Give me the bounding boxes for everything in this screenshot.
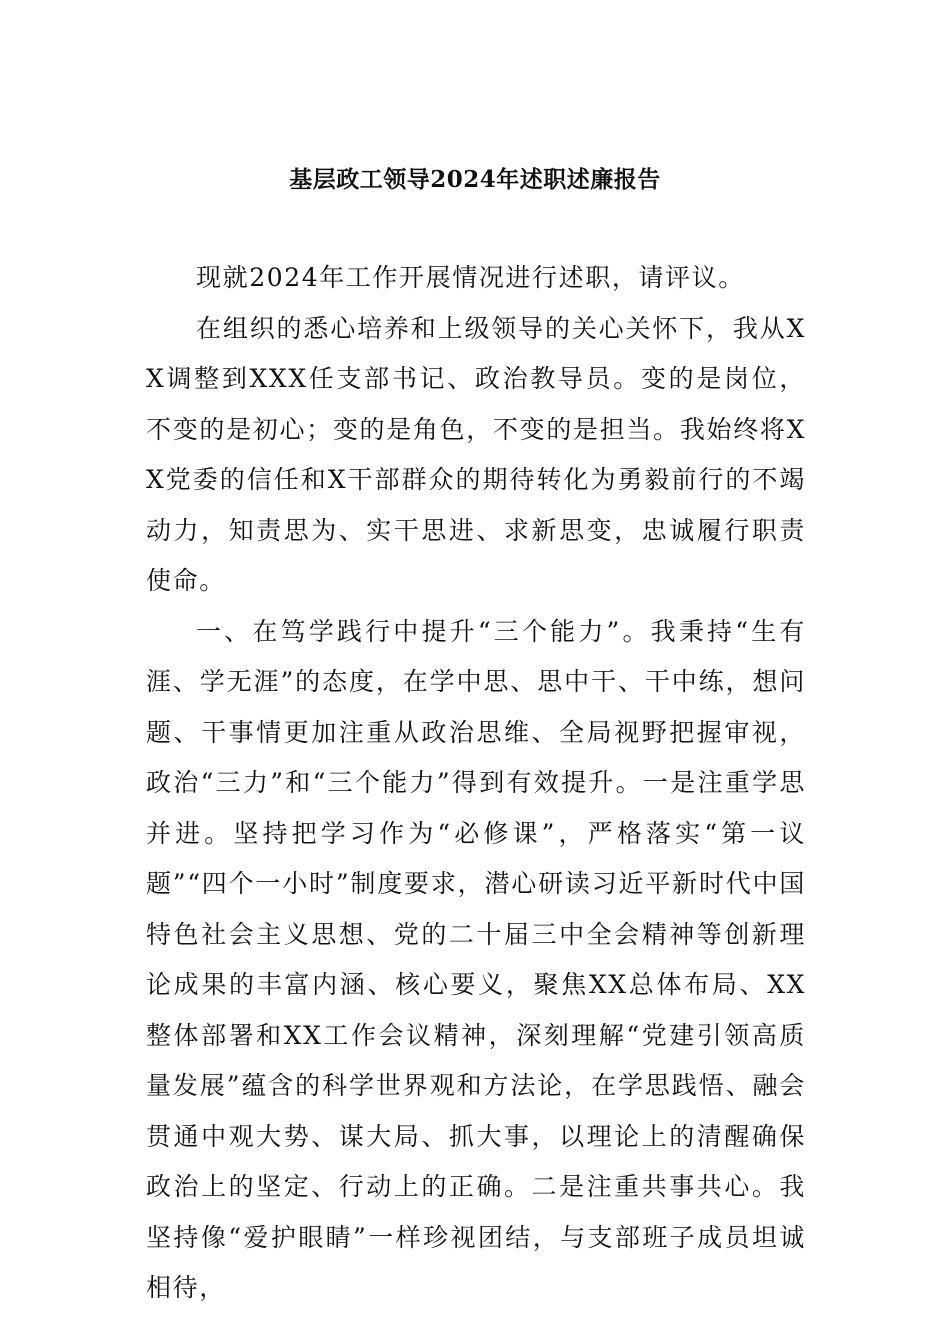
document-title: 基层政工领导2024年述职述廉报告	[289, 166, 661, 193]
paragraph-background: 在组织的悉心培养和上级领导的关心关怀下，我从XX调整到XXX任支部书记、政治教导员。变的是岗位，不变的是初心；变的是角色，不变的是担当。我始终将XX党委的信任和X干部群众的期待转化为勇毅前行的不竭动力，知责思为、实干思进、求新思变，忠诚履行职责使命。	[146, 313, 806, 595]
document-body	[146, 253, 806, 1314]
paragraph-intro: 现就2024年工作开展情况进行述职，请评议。	[196, 263, 745, 292]
paragraph-section-one: 一、在笃学践行中提升“三个能力”。我秉持“生有涯、学无涯”的态度，在学中思、思中干、干中练，想问题、干事情更加注重从政治思维、全局视野把握审视，政治“三力”和“三个能力”得到有效提升。一是注重学思并进。坚持把学习作为“必修课”，严格落实“第一议题”“四个一小时”制度要求，潜心研读习近平新时代中国特色社会主义思想、党的二十届三中全会精神等创新理论成果的丰富内涵、核心要义，聚焦XX总体布局、XX整体部署和XX工作会议精神，深刻理解“党建引领高质量发展”蕴含的科学世界观和方法论，在学思践悟、融会贯通中观大势、谋大局、抓大事，以理论上的清醒确保政治上的坚定、行动上的正确。二是注重共事共心。我坚持像“爱护眼睛”一样珍视团结，与支部班子成员坦诚相待，	[146, 616, 806, 1302]
